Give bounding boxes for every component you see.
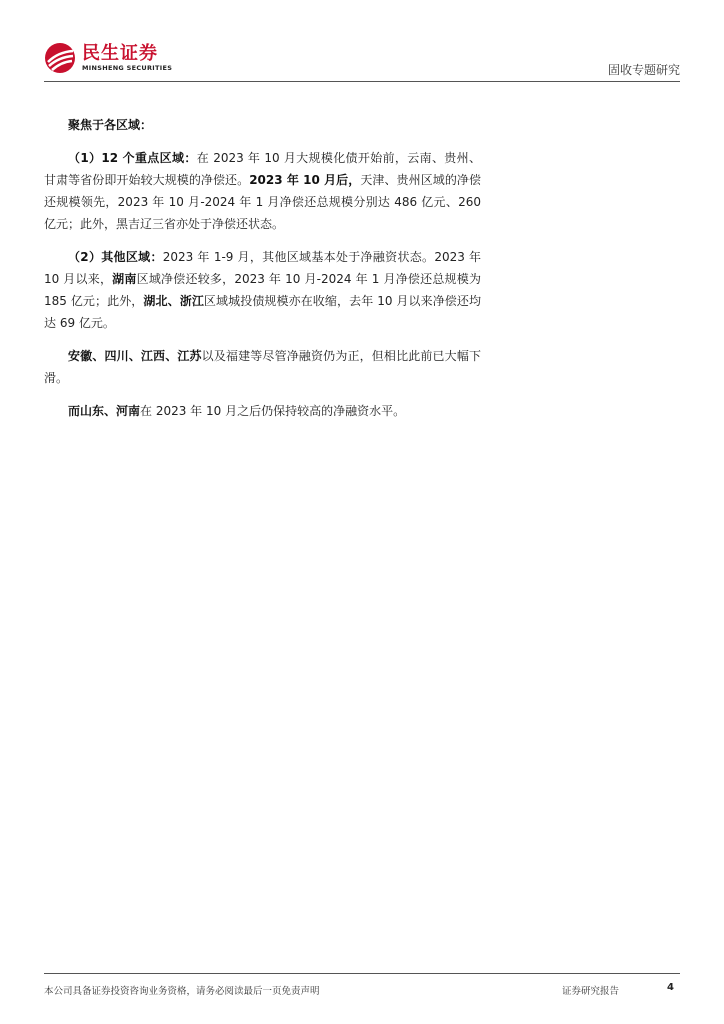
paragraph-other-regions xyxy=(44,246,481,334)
anhui-group-provinces: 安徽、四川、江西、江苏 xyxy=(68,349,202,363)
key-regions-text-a: 在 2023 年 10 月大规模化债开始前，云南、贵州、甘肃等省份即开始较大规模的净偿还。 xyxy=(44,151,481,187)
logo-text xyxy=(82,44,172,73)
key-regions-label: （1）12 个重点区域： xyxy=(68,151,197,165)
paragraph-anhui-group xyxy=(44,345,481,389)
section-heading xyxy=(44,114,481,136)
anhui-group-text: 以及福建等尽管净融资仍为正，但相比此前已大幅下滑。 xyxy=(44,349,481,385)
page-number: 4 xyxy=(667,982,674,993)
paragraph-shandong-henan xyxy=(44,400,481,422)
key-regions-text-c: 天津、贵州区域的净偿还规模领先，2023 年 10 月-2024 年 1 月净偿还总规模分别达 486 亿元、260 亿元；此外，黑吉辽三省亦处于净偿还状态。 xyxy=(44,173,481,231)
key-regions-emphasis: 2023 年 10 月后， xyxy=(249,173,361,187)
logo-english-name: MINSHENG SECURITIES xyxy=(82,63,173,72)
paragraph-key-regions xyxy=(44,147,481,235)
shandong-henan-text: 在 2023 年 10 月之后仍保持较高的净融资水平。 xyxy=(140,404,406,418)
footer-report-type: 证券研究报告 xyxy=(562,986,620,997)
article-body xyxy=(44,114,481,433)
other-regions-hunan: 湖南 xyxy=(112,272,137,286)
logo-chinese-name: 民生证券 xyxy=(82,42,158,64)
other-regions-text-c: 区域净偿还较多，2023 年 10 月-2024 年 1 月净偿还总规模为 185 亿元；此外， xyxy=(44,272,481,308)
section-heading-text: 聚焦于各区域： xyxy=(68,118,153,132)
other-regions-label: （2）其他区域： xyxy=(68,250,163,264)
page-header xyxy=(0,0,724,90)
shandong-henan-provinces: 而山东、河南 xyxy=(68,404,141,418)
other-regions-text-a: 2023 年 1-9 月，其他区域基本处于净融资状态。2023 年 10 月以来， xyxy=(44,250,482,286)
footer-divider xyxy=(44,973,680,974)
header-divider xyxy=(44,81,680,82)
report-category: 固收专题研究 xyxy=(607,63,680,77)
footer-disclaimer: 本公司具备证券投资咨询业务资格，请务必阅读最后一页免责声明 xyxy=(44,986,320,997)
other-regions-text-e: 区域城投债规模亦在收缩，去年 10 月以来净偿还均达 69 亿元。 xyxy=(44,294,481,330)
other-regions-hubei-zhejiang: 湖北、浙江 xyxy=(143,294,204,308)
company-logo xyxy=(44,42,172,74)
minsheng-logo-icon xyxy=(44,42,76,74)
